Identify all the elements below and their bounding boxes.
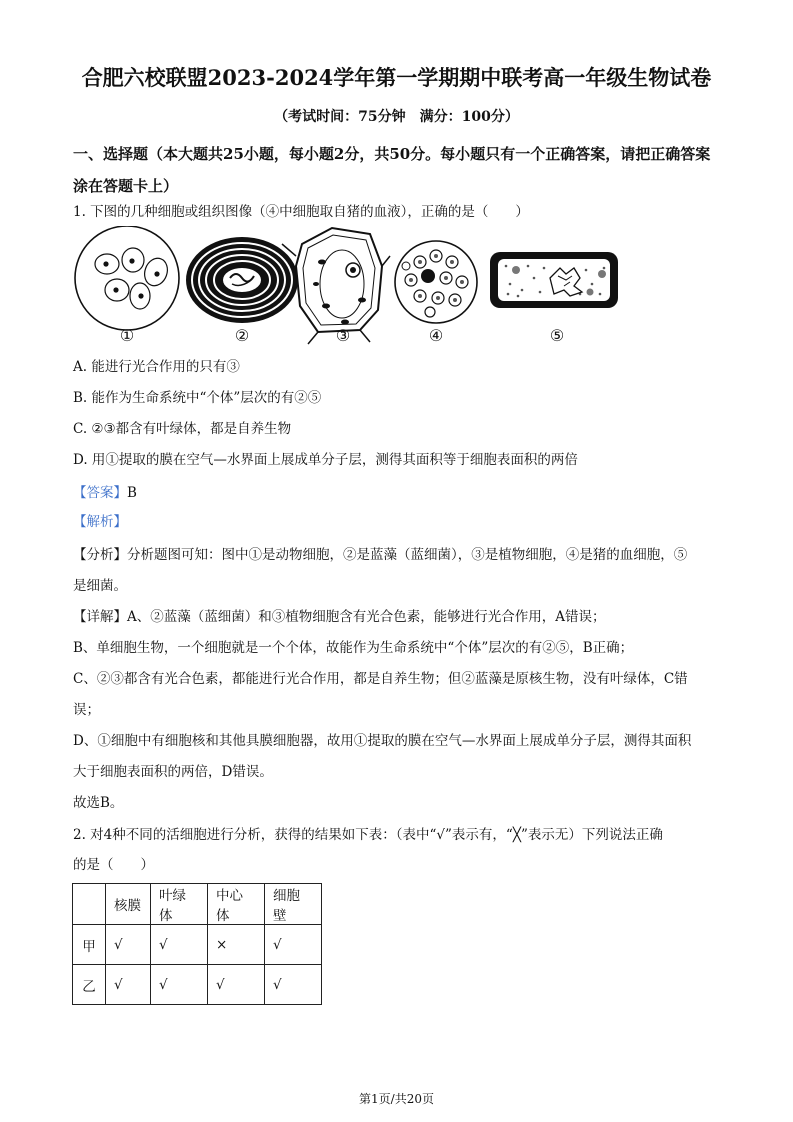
table-row [73,925,322,965]
fenxi-line-2: 是细菌。 [73,578,127,594]
bacterium-image [490,252,618,308]
table-header-cell [73,884,106,925]
table-header-row [73,884,322,925]
q1-option-c: C. ②③都含有叶绿体，都是自养生物 [73,421,292,437]
section-heading: 一、选择题（本大题共25小题，每小题2分，共50分。每小题只有一个正确答案，请把正确答案涂在答题卡上） [73,145,711,195]
analysis-tag: 【解析】 [73,514,127,530]
q1-option-a: A. 能进行光合作用的只有③ [73,359,240,375]
q1-answer [73,483,137,503]
figure-label-4: ④ [428,326,444,345]
answer-value: B [127,485,137,501]
q2-stem-2: 的是（ ） [73,857,154,873]
answer-tag: 【答案】 [73,485,127,501]
cyanobacteria-image [186,237,298,323]
conclusion: 故选B。 [73,795,124,811]
xiangjie-tag: 【详解】 [73,609,127,625]
xiangjie-c-2: 误； [73,702,100,718]
fenxi-line-1 [73,545,687,565]
table-cell: 甲 [73,925,106,965]
xiangjie-b: B、单细胞生物，一个细胞就是一个个体，故能作为生命系统中“个体”层次的有②⑤，B正确； [73,640,634,656]
table-cell: √ [151,965,208,1005]
table-cell: √ [151,925,208,965]
q2-stem-1: 2. 对4种不同的活细胞进行分析，获得的结果如下表：（表中“√”表示有，“╳”表示无）下列说法正确 [73,827,663,843]
exam-info: （考试时间：75分钟 满分：100分） [274,109,519,125]
table-cell: 乙 [73,965,106,1005]
figure-label-2: ② [234,326,250,345]
fenxi-tag: 【分析】 [73,547,127,563]
page-footer: 第1页/共20页 [359,1092,434,1106]
xiangjie-d-1: D、①细胞中有细胞核和其他具膜细胞器，故用①提取的膜在空气—水界面上展成单分子层，测得其面积 [73,733,692,749]
xiangjie-c-1: C、②③都含有光合色素，都能进行光合作用，都是自养生物；但②蓝藻是原核生物，没有叶绿体，C错 [73,671,688,687]
q1-option-b: B. 能作为生命系统中“个体”层次的有②⑤ [73,390,322,406]
table-cell: √ [106,925,151,965]
blood-cells-image [395,241,477,323]
figure-label-3: ③ [335,326,351,345]
table-header-cell: 中心体 [208,884,265,925]
table-cell: √ [208,965,265,1005]
page-title: 合肥六校联盟2023-2024学年第一学期期中联考高一年级生物试卷 [81,65,712,90]
fenxi-text: 分析题图可知：图中①是动物细胞，②是蓝藻（蓝细菌），③是植物细胞，④是猪的血细胞，⑤ [127,547,688,563]
q1-option-d: D. 用①提取的膜在空气—水界面上展成单分子层，测得其面积等于细胞表面积的两倍 [73,452,578,468]
figure-label-5: ⑤ [549,326,565,345]
figure-label-1: ① [119,326,135,345]
xiangjie-a-text: A、②蓝藻（蓝细菌）和③植物细胞含有光合色素，能够进行光合作用，A错误； [127,609,606,625]
table-cell: √ [265,925,322,965]
q1-figure [70,226,630,351]
animal-cell-image [75,226,179,330]
xiangjie-a [73,607,606,627]
table-header-cell: 细胞壁 [265,884,322,925]
xiangjie-d-2: 大于细胞表面积的两倍，D错误。 [73,764,273,780]
table-row [73,965,322,1005]
table-header-cell: 叶绿体 [151,884,208,925]
table-cell: × [208,925,265,965]
table-cell: √ [265,965,322,1005]
table-header-cell: 核膜 [106,884,151,925]
table-cell: √ [106,965,151,1005]
q1-stem: 1. 下图的几种细胞或组织图像（④中细胞取自猪的血液），正确的是（ ） [73,204,529,220]
q2-table [72,883,322,1005]
